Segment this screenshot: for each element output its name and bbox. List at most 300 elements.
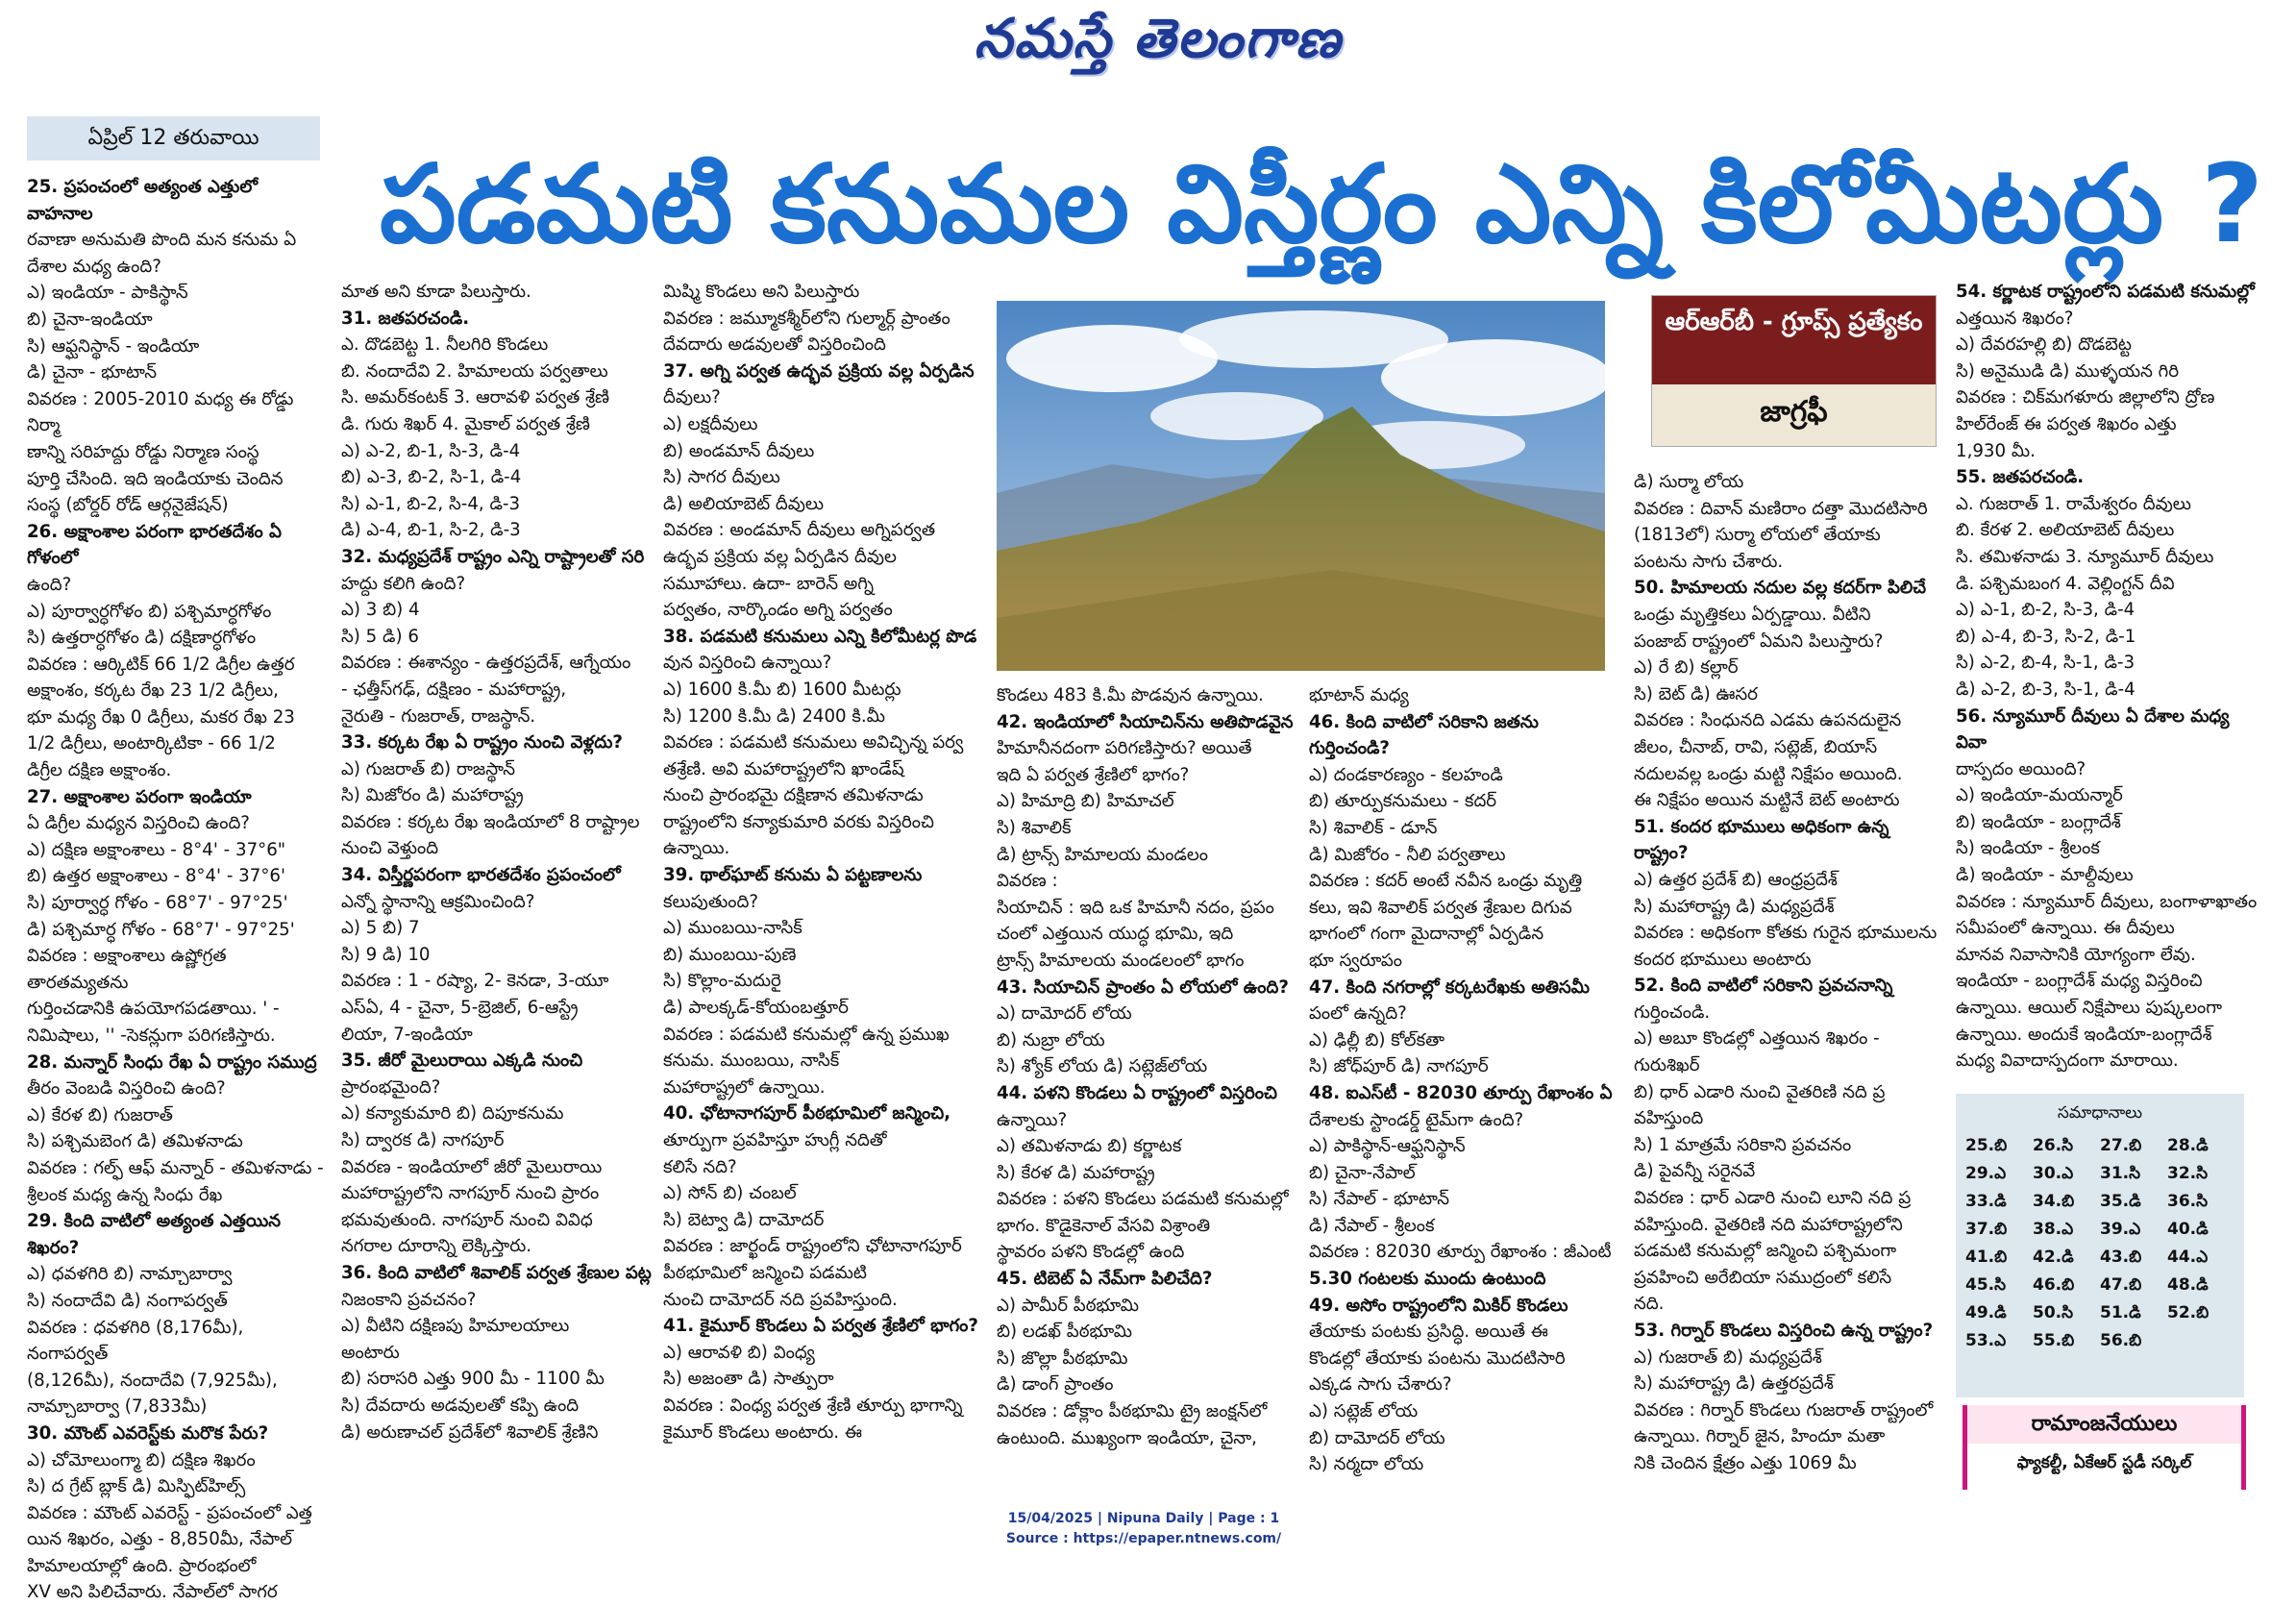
author-credit [1963, 1405, 2246, 1490]
text-line: ఒండ్రు మృత్తికలు ఏర్పడ్డాయి. వీటిని [1634, 604, 1871, 625]
text-line: ఎ) రే బి) కల్లార్ [1634, 657, 1739, 679]
text-line: బి) అండమాన్ దీవులు [663, 440, 815, 461]
text-line: మాత అని కూడా పిలుస్తారు. [341, 282, 531, 302]
text-line: సి) ఎ-1, బి-2, సి-4, డి-3 [341, 493, 521, 514]
text-line: 26. అక్షాంశాల పరంగా భారతదేశం ఏ గోళంలో [27, 521, 282, 569]
text-line: నైరుతి - గుజరాత్, రాజస్థాన్. [341, 705, 536, 727]
text-line: XV అని పిలిచేవారు. నేపాల్‌లో సాగర [27, 1582, 278, 1603]
text-line: 44. పళని కొండలు ఏ రాష్ట్రంలో విస్తరించి [997, 1082, 1277, 1103]
text-line: సి) ద గ్రేట్ బ్లాక్ డి) మిస్ఫిట్‌హిల్స్ [27, 1476, 246, 1497]
text-line: 27. అక్షాంశాల పరంగా ఇండియా [27, 786, 252, 807]
answer-item: 52.బి [2167, 1303, 2210, 1322]
text-line: పడమటి కనుమల్లో జన్మించి పశ్చిమంగా [1634, 1241, 1897, 1262]
text-line: సి) బెట్ డి) ఊసర [1634, 683, 1758, 704]
text-line: డి) పాలక్కడ్-కోయంబత్తూర్ [663, 998, 849, 1019]
text-line: దేవదారు అడవులతో విస్తరించింది [663, 334, 886, 356]
text-line: రవాణా అనుమతి పొంది మన కనుమ ఏ [27, 230, 297, 251]
text-line: 5.30 గంటలకు ముందు ఉంటుంది [1309, 1269, 1546, 1290]
text-line: సి) పూర్వార్ధ గోళం - 68°7' - 97°25' [27, 893, 288, 914]
text-line: వివరణ : ధార్ ఎడారి నుంచి లూని నది ప్ర [1634, 1188, 1912, 1209]
text-line: సి) జోధ్‌పూర్ డి) నాగపూర్ [1309, 1056, 1489, 1077]
text-line: వివరణ : పడమటి కనుమల్లో ఉన్న ప్రముఖ [663, 1024, 950, 1045]
text-line: ఎ) కేరళ బి) గుజరాత్ [27, 1104, 173, 1125]
text-line: ఎక్కడ సాగు చేశారు? [1309, 1374, 1452, 1396]
text-line: డిగ్రీల దక్షిణ అక్షాంశం. [27, 760, 172, 781]
text-line: డి) నేపాల్ - శ్రీలంక [1309, 1215, 1435, 1236]
text-line: 30. మౌంట్ ఎవరెస్ట్‌కు మరొక పేరు? [27, 1422, 269, 1444]
text-line: ఎ) దామోదర్ లోయ [997, 1003, 1132, 1025]
text-line: 35. జీరో మైలురాయి ఎక్కడి నుంచి [341, 1050, 583, 1072]
text-line: పీఠభూమిలో జన్మించి పడమటి [663, 1262, 867, 1283]
page-footer [913, 1509, 1374, 1549]
text-line: ఎ) పూర్వార్ధగోళం బి) పశ్చిమార్ధగోళం [27, 601, 272, 622]
text-line: డి) ఇండియా - మాల్దీవులు [1956, 865, 2134, 886]
text-line: ఎ. దొడబెట్ట 1. నీలగిరి కొండలు [341, 334, 549, 356]
answer-item: 32.సి [2167, 1164, 2209, 1183]
text-line: శ్రీలంక మధ్య ఉన్న సింధు రేఖ [27, 1184, 223, 1205]
text-line: 33. కర్కట రేఖ ఏ రాష్ట్రం నుంచి వెళ్లదు? [341, 732, 623, 754]
text-line: 1/2 డిగ్రీలు, అంటార్కిటికా - 66 1/2 [27, 733, 276, 754]
text-line: నదులవల్ల ఒండ్రు మట్టి నిక్షేపం అయింది. [1634, 763, 1903, 784]
answer-item: 30.ఎ [2033, 1164, 2074, 1183]
text-line: నగరాల దూరాన్ని లెక్కిస్తారు. [341, 1236, 532, 1257]
text-line: స్థావరం పళని కొండల్లో ఉంది [997, 1242, 1185, 1263]
text-line: ప్రవహించి అరేబియా సముద్రంలో కలిసే [1634, 1267, 1892, 1288]
text-line: అంటారు [341, 1342, 400, 1363]
text-line: వివరణ : డోక్లాం పీఠభూమి ట్రై జంక్షన్‌లో [997, 1401, 1268, 1422]
text-line: వివరణ : 1 - రష్యా, 2- కెనడా, 3-యూ [341, 971, 609, 992]
text-line: డి) ఎ-4, బి-1, సి-2, డి-3 [341, 520, 521, 541]
answer-item: 56.బి [2100, 1331, 2142, 1350]
text-line: 56. న్యూమూర్ దీవులు ఏ దేశాల మధ్య వివా [1956, 705, 2230, 754]
text-line: సమూహాలు. ఉదా- బారెన్ అగ్ని [663, 573, 875, 594]
answer-item: 45.సి [1965, 1275, 2007, 1295]
answer-item: 26.సి [2033, 1136, 2074, 1155]
text-line: వివరణ : అండమాన్ దీవులు అగ్నిపర్వత [663, 520, 935, 541]
text-line: 38. పడమటి కనుమలు ఎన్ని కిలోమీటర్ల పొడ [663, 626, 977, 647]
text-line: సి) నందాదేవి డి) నంగాపర్వత్ [27, 1290, 228, 1311]
text-line: 29. కింది వాటిలో అత్యంత ఎత్తయిన శిఖరం? [27, 1211, 282, 1258]
answer-item: 29.ఎ [1965, 1164, 2007, 1183]
text-line: సి) ఇండియా - శ్రీలంక [1956, 838, 2100, 859]
text-line: అక్షాంశం, కర్కట రేఖ 23 1/2 డిగ్రీలు, [27, 680, 279, 702]
text-line: ఎ) సోన్ బి) చంబల్ [663, 1183, 797, 1204]
text-line: ఎ) పాకిస్థాన్-ఆఫ్ఘనిస్థాన్ [1309, 1136, 1466, 1157]
text-line: సి) ద్వారక డి) నాగపూర్ [341, 1130, 505, 1150]
text-line: వివరణ : చిక్‌మగళూరు జిల్లాలోని ద్రోణ [1956, 387, 2215, 408]
text-line: మిష్మి కొండలు అని పిలుస్తారు [663, 282, 860, 302]
answer-item: 38.ఎ [2033, 1220, 2074, 1239]
text-line: తీరం వెంబడి విస్తరించి ఉంది? [27, 1078, 226, 1099]
answer-item: 39.ఎ [2100, 1220, 2141, 1239]
text-line: వివరణ : దివాన్ మణిరాం దత్తా మొదటిసారి [1634, 498, 1928, 519]
western-ghats-photo [997, 301, 1605, 671]
text-line: 41. కైమూర్ కొండలు ఏ పర్వత శ్రేణిలో భాగం? [663, 1316, 978, 1337]
answer-item: 34.బి [2033, 1192, 2075, 1211]
text-line: హిమానీనదంగా పరిగణిస్తారు? అయితే [997, 738, 1252, 759]
text-line: ఉన్నాయి. గిర్నార్ జైన, హిందూ మతా [1634, 1426, 1886, 1447]
text-line: దేశాల మధ్య ఉంది? [27, 256, 161, 277]
answer-item: 55.బి [2033, 1331, 2075, 1350]
text-line: దీవులు? [663, 387, 721, 408]
text-line: ఎ) ఆరావళి బి) వింధ్య [663, 1342, 815, 1363]
text-line: నుంచి వెళ్తుంది [341, 838, 439, 859]
text-line: బి) లడఖ్ పీఠభూమి [997, 1322, 1132, 1343]
text-line: తేయాకు పంటకు ప్రసిద్ధి. అయితే ఈ [1309, 1322, 1548, 1343]
text-line: సి) శ్యోక్ లోయ డి) సట్లెజ్‌లోయ [997, 1056, 1208, 1077]
text-line: ఉంది? [27, 574, 72, 595]
text-line: ఎ) అబూ కొండల్లో ఎత్తయిన శిఖరం - [1634, 1028, 1880, 1050]
text-line: 48. ఐఎస్‌టీ - 82030 తూర్పు రేఖాంశం ఏ [1309, 1082, 1613, 1103]
text-line: 50. హిమాలయ నదుల వల్ల కదర్‌గా పిలిచే [1634, 578, 1927, 599]
text-line: వివరణ : అక్షాంశాలు ఉష్ణోగ్రత తారతమ్యతను [27, 946, 227, 993]
text-line: ణాన్ని సరిహద్దు రోడ్డు నిర్మాణ సంస్థ [27, 441, 259, 462]
text-column-7 [1956, 279, 2263, 1086]
text-column-1 [27, 174, 325, 1603]
text-line: 39. థాల్‌ఘాట్ కనుమ ఏ పట్టణాలను [663, 865, 923, 886]
text-line: ఉంటుంది. ముఖ్యంగా ఇండియా, చైనా, [997, 1427, 1257, 1448]
text-line: సి) 9 డి) 10 [341, 944, 431, 965]
answer-item: 42.డి [2033, 1248, 2074, 1267]
text-line: హిమాలయాల్లో ఉంది. ప్రారంభంలో [27, 1555, 257, 1576]
text-line: ఎ) పామీర్ పీఠభూమి [997, 1295, 1139, 1316]
text-line: వివరణ : మౌంట్ ఎవరెస్ట్ - ప్రపంచంలో ఎత్త [27, 1502, 312, 1523]
text-line: సి) 1 మాత్రమే సరికాని ప్రవచనం [1634, 1134, 1852, 1155]
text-line: కలు, ఇవి శివాలిక్ పర్వత శ్రేణుల దిగువ [1309, 897, 1572, 918]
text-line: వివరణ : గిర్నార్ కొండలు గుజరాత్ రాష్ట్రంలో [1634, 1399, 1934, 1421]
answer-item: 50.సి [2033, 1303, 2074, 1322]
text-line: సి) ఆఫ్ఘనిస్థాన్ - ఇండియా [27, 335, 200, 357]
text-line: 37. అగ్ని పర్వత ఉద్భవ ప్రక్రియ వల్ల ఏర్పడిన [663, 360, 975, 382]
text-line: సి) మిజోరం డి) మహారాష్ట్ర [341, 785, 524, 806]
text-line: 34. విస్తీర్ణపరంగా భారతదేశం ప్రపంచంలో [341, 865, 621, 886]
text-line: ఇండియా - బంగ్లాదేశ్ మధ్య విస్తరించి [1956, 971, 2203, 992]
text-line: 43. సియాచిన్ ప్రాంతం ఏ లోయలో ఉంది? [997, 976, 1289, 998]
feature-box [1651, 295, 1937, 447]
text-line: వివరణ - ఇండియాలో జీరో మైలురాయి [341, 1156, 603, 1177]
text-line: సి) మహారాష్ట్ర డి) మధ్యప్రదేశ్ [1634, 896, 1835, 917]
text-line: వివరణ : 82030 తూర్పు రేఖాంశం : జీఎంటీ [1309, 1242, 1612, 1263]
text-line: ఎ) దండకారణ్యం - కలహండి [1309, 764, 1503, 785]
text-line: సి) నర్మదా లోయ [1309, 1454, 1424, 1475]
text-line: ఉన్నాయి. ఆయిల్ నిక్షేపాలు పుష్కలంగా [1956, 998, 2222, 1019]
text-line: సి) 5 డి) 6 [341, 626, 419, 647]
text-line: ఎ) 5 బి) 7 [341, 918, 420, 939]
text-line: సి) అజంతా డి) సాత్పురా [663, 1369, 834, 1390]
text-line: డి) పైవన్నీ సరైనవే [1634, 1161, 1756, 1182]
text-line: 46. కింది వాటిలో సరికాని జతను గుర్తించండి? [1309, 711, 1539, 759]
answer-item: 46.బి [2033, 1275, 2075, 1295]
issue-tag: ఏప్రిల్ 12 తరువాయి [27, 116, 320, 161]
text-column-2 [341, 279, 654, 1499]
text-line: ఎ) గుజరాత్ బి) మధ్యప్రదేశ్ [1634, 1347, 1822, 1368]
answer-item: 53.ఎ [1965, 1331, 2007, 1350]
text-line: మహారాష్ట్రలో ఉన్నాయి. [663, 1076, 826, 1098]
answer-item: 49.డి [1965, 1303, 2007, 1322]
text-line: వివరణ : గల్ఫ్ ఆఫ్ మన్నార్ - తమిళనాడు - [27, 1157, 324, 1178]
text-line: భమవుతుంది. నాగపూర్ నుంచి వివిధ [341, 1209, 593, 1230]
text-line: వివరణ : ధవళగిరి (8,176మీ), నంగాపర్వత్ [27, 1317, 244, 1365]
text-line: ఎ) దేవరహల్లి బి) దొడబెట్ట [1956, 334, 2132, 356]
text-line: సి. తమిళనాడు 3. న్యూమూర్ దీవులు [1956, 546, 2214, 567]
text-line: బి) తూర్పుకనుమలు - కదర్ [1309, 791, 1497, 812]
text-line: నిమిషాలు, '' -సెకన్లుగా పరిగణిస్తారు. [27, 1025, 276, 1046]
text-line: గుర్తించండి. [1634, 1001, 1711, 1023]
text-line: ఎ) ఢిల్లీ బి) కోల్‌కతా [1309, 1029, 1444, 1050]
text-line: సి) ఉత్తరార్ధగోళం డి) దక్షిణార్ధగోళం [27, 628, 257, 649]
text-line: వివరణ : జార్ఖండ్ రాష్ట్రంలోని ఛోటానాగపూర్ [663, 1236, 962, 1257]
text-line: బి) సరాసరి ఎత్తు 900 మీ - 1100 మీ [341, 1369, 605, 1390]
text-line: 53. గిర్నార్ కొండలు విస్తరించి ఉన్న రాష్ట్రం? [1634, 1321, 1934, 1341]
answer-item: 44.ఎ [2167, 1248, 2209, 1267]
text-line: 42. ఇండియాలో సియాచిన్‌ను అతిపొడవైన [997, 711, 1294, 732]
text-line: ఎ) ఇండియా - పాకిస్థాన్ [27, 283, 188, 304]
text-line: (1813లో) సుర్మా లోయలో తేయాకు [1634, 525, 1881, 546]
text-line: నుంచి ప్రారంభమై దక్షిణాన తమిళనాడు [663, 785, 924, 806]
text-line: మధ్య వివాదాస్పదంగా మారాయి. [1956, 1050, 2179, 1072]
text-line: సి) కేరళ డి) మహారాష్ట్ర [997, 1162, 1155, 1183]
text-line: ఎ) ఎ-2, బి-1, సి-3, డి-4 [341, 440, 521, 461]
feature-subject: జాగ్రఫీ [1760, 395, 1828, 429]
author-institute: ఫ్యాకల్టీ, ఏకేఆర్ స్టడీ సర్కిల్ [2016, 1453, 2192, 1472]
text-line: ఎ) ఇండియా-మయన్మార్ [1956, 785, 2123, 806]
text-line: డి) మిజోరం - నీలి పర్వతాలు [1309, 844, 1506, 865]
text-line: సియాచిన్ : ఇది ఒక హిమానీ నదం, ప్రపం [997, 897, 1274, 918]
text-line: ఎ) హిమాద్రి బి) హిమాచల్ [997, 791, 1174, 812]
text-line: సి) అనైముడి డి) ముళ్ళయన గిరి [1956, 360, 2180, 382]
text-line: హద్దు కలిగి ఉంది? [341, 573, 466, 594]
text-line: వివరణ : 2005-2010 మధ్య ఈ రోడ్డు నిర్మా [27, 388, 294, 436]
text-line: ఎ) ఉత్తర ప్రదేశ్ బి) ఆంధ్రప్రదేశ్ [1634, 869, 1838, 890]
text-line: డి) ఎ-2, బి-3, సి-1, డి-4 [1956, 679, 2136, 700]
text-line: బి) ఉత్తర అక్షాంశాలు - 8°4' - 37°6' [27, 866, 285, 887]
text-line: భూ స్వరూపం [1309, 950, 1402, 971]
text-line: బి. నందాదేవి 2. హిమాలయ పర్వతాలు [341, 360, 608, 382]
text-line: బి) ఎ-3, బి-2, సి-1, డి-4 [341, 467, 522, 488]
text-line: 47. కింది నగరాల్లో కర్కటరేఖకు అతిసమీ [1309, 976, 1591, 998]
text-line: ఉన్నాయి? [997, 1109, 1068, 1130]
text-line: ఎ) వీటిని దక్షిణపు హిమాలయాలు [341, 1316, 570, 1337]
text-line: ఎ) ధవళగిరి బి) నామ్చాబార్వా [27, 1264, 233, 1285]
text-line: ఇది ఏ పర్వత శ్రేణిలో భాగం? [997, 764, 1190, 785]
answer-item: 31.సి [2100, 1164, 2141, 1183]
text-line: బి) ధార్ ఎడారి నుంచి వైతరిణి నది ప్ర [1634, 1081, 1886, 1102]
text-line: సి) బెట్వా డి) దామోదర్ [663, 1209, 825, 1230]
text-line: వహిస్తుంది. వైతరిణి నది మహారాష్ట్రలోని [1634, 1214, 1903, 1235]
text-line: పంజాబ్ రాష్ట్రంలో ఏమని పిలుస్తారు? [1634, 630, 1884, 652]
text-line: బి) దామోదర్ లోయ [1309, 1427, 1445, 1448]
article-headline: పడమటి కనుమల విస్తీర్ణం ఎన్ని కిలోమీటర్లు ? [380, 142, 2264, 267]
answer-item: 48.డి [2167, 1275, 2209, 1295]
text-line: వివరణ : కదర్ అంటే నవీన ఒండ్రు మృత్తి [1309, 871, 1583, 892]
text-column-5 [1309, 682, 1617, 1499]
answer-item: 33.డి [1965, 1192, 2007, 1211]
answer-item: 35.డి [2100, 1192, 2141, 1211]
text-line: వివరణ : వింధ్య పర్వత శ్రేణి తూర్పు భాగాన్ని [663, 1395, 963, 1416]
text-line: డి. పశ్చిమబంగ 4. వెల్లింగ్టన్ దీవి [1956, 573, 2175, 594]
answer-grid [1956, 1132, 2244, 1355]
text-line: కనుమ. ముంబయి, నాసిక్ [663, 1050, 840, 1072]
answer-item: 41.బి [1965, 1248, 2008, 1267]
text-line: ఉద్భవ ప్రక్రియ వల్ల ఏర్పడిన దీవుల [663, 546, 897, 567]
text-line: యిన శిఖరం, ఎత్తు - 8,850మీ, నేపాల్ [27, 1529, 293, 1550]
text-line: సి. అమర్‌కంటక్ 3. ఆరావళి పర్వత శ్రేణి [341, 387, 610, 408]
text-line: 32. మధ్యప్రదేశ్ రాష్ట్రం ఎన్ని రాష్ట్రాలతో సరి [341, 546, 645, 567]
text-line: కొండల్లో తేయాకు పంటను మొదటిసారి [1309, 1347, 1566, 1369]
text-line: ఎ) తమిళనాడు బి) కర్ణాటక [997, 1136, 1182, 1157]
text-line: ఈ నిక్షేపం అయిన మట్టినే బెట్ అంటారు [1634, 790, 1900, 811]
text-line: ఎ. గుజరాత్ 1. రామేశ్వరం దీవులు [1956, 493, 2191, 514]
text-line: బి. కేరళ 2. అలియాబెట్ దీవులు [1956, 520, 2175, 541]
text-line: నిజంకాని ప్రవచనం? [341, 1289, 477, 1310]
text-line: సంస్థ (బోర్డర్ రోడ్ ఆర్గనైజేషన్) [27, 495, 229, 516]
text-line: గుర్తించడానికి ఉపయోగపడతాయి. ' - [27, 999, 280, 1020]
text-line: ఎ) 3 బి) 4 [341, 600, 420, 621]
text-line: 25. ప్రపంచంలో అత్యంత ఎత్తులో వాహనాల [27, 177, 259, 224]
text-line: ఎ) ముంబయి-నాసిక్ [663, 918, 802, 939]
text-line: (8,126మీ), నందాదేవి (7,925మీ), [27, 1370, 278, 1391]
text-line: డి) అలియాబెట్ దీవులు [663, 493, 825, 514]
text-line: భూటాన్ మధ్య [1309, 685, 1409, 705]
text-line: సి) శివాలిక్ - డూన్ [1309, 817, 1438, 838]
text-line: ప్రారంభమైంది? [341, 1076, 441, 1098]
text-line: భూ మధ్య రేఖ 0 డిగ్రీలు, మకర రేఖ 23 [27, 706, 295, 728]
text-line: రాష్ట్రంలోని కన్యాకుమారి వరకు విస్తరించి [663, 811, 934, 832]
text-line: సి) పశ్చిమబెంగ డి) తమిళనాడు [27, 1131, 243, 1152]
text-line: వివరణ : జమ్మూకశ్మీర్‌లోని గుల్మార్గ్ ప్రాంతం [663, 308, 950, 329]
feature-title: ఆర్ఆర్‌బీ - గ్రూప్స్ ప్రత్యేకం [1652, 296, 1936, 384]
text-line: సి) మహారాష్ట్ర డి) ఉత్తరప్రదేశ్ [1634, 1373, 1834, 1395]
text-line: ఎ) 1600 కి.మీ బి) 1600 మీటర్లు [663, 679, 901, 700]
answer-key-title: సమాధానాలు [2057, 1103, 2143, 1123]
footer-date-line: 15/04/2025 | Nipuna Daily | Page : 1 [1007, 1511, 1280, 1526]
text-line: భాగం. కొడైకెనాల్ వేసవి విశ్రాంతి [997, 1215, 1211, 1236]
text-line: 1,930 మీ. [1956, 440, 2036, 461]
footer-source-line: Source : https://epaper.ntnews.com/ [1005, 1531, 1282, 1546]
text-line: ఎ) చోమోలుంగ్మా బి) దక్షిణ శిఖరం [27, 1449, 256, 1470]
text-line: వివరణ : పళని కొండలు పడమటి కనుమల్లో [997, 1189, 1289, 1210]
text-line: వివరణ : [997, 871, 1058, 892]
answer-item: 27.బి [2100, 1136, 2142, 1155]
text-line: వివరణ : సింధునది ఎడమ ఉపనదులైన [1634, 710, 1902, 731]
text-line: సి) జొల్లా పీఠభూమి [997, 1347, 1128, 1369]
text-line: 45. టిబెట్ ఏ నేమ్‌గా పిలిచేది? [997, 1269, 1213, 1290]
text-line: వివరణ : కర్కట రేఖ ఇండియాలో 8 రాష్ట్రాల [341, 811, 640, 832]
text-line: 55. జతపరచండి. [1956, 467, 2085, 488]
text-line: లియా, 7-ఇండియా [341, 1024, 473, 1045]
text-line: 52. కింది వాటిలో సరికాని ప్రవచనాన్ని [1634, 976, 1893, 997]
text-line: ఎన్నో స్థానాన్ని ఆక్రమించింది? [341, 891, 535, 912]
text-line: మానవ నివాసానికి యోగ్యంగా లేవు. [1956, 944, 2196, 965]
answer-key [1956, 1094, 2244, 1397]
text-line: పంలో ఉన్నది? [1309, 1003, 1407, 1025]
text-column-4 [997, 682, 1304, 1499]
text-line: ఉన్నాయి. [663, 838, 730, 859]
text-line: సి) ఎ-2, బి-4, సి-1, డి-3 [1956, 653, 2136, 674]
text-line: బి) చైనా-ఇండియా [27, 309, 153, 330]
text-line: జీలం, చీనాబ్, రావి, సట్లెజ్, బియాస్ [1634, 736, 1878, 757]
text-line: డి) డాంగ్ ప్రాంతం [997, 1374, 1114, 1396]
text-line: 40. ఛోటానాగపూర్ పీఠభూమిలో జన్మించి, [663, 1103, 951, 1124]
text-line: డి) అరుణాచల్ ప్రదేశ్‌లో శివాలిక్ శ్రేణిని [341, 1421, 599, 1443]
text-line: పంటను సాగు చేశారు. [1634, 551, 1784, 572]
answer-item: 28.డి [2167, 1136, 2209, 1155]
answer-item: 25.బి [1965, 1136, 2008, 1155]
text-line: గురుశిఖర్ [1634, 1055, 1700, 1076]
text-line: సి) శివాలిక్ [997, 817, 1072, 838]
text-line: వివరణ : న్యూమూర్ దీవులు, బంగాళాఖాతం [1956, 891, 2258, 912]
text-line: వున విస్తరించి ఉన్నాయి? [663, 653, 832, 674]
text-line: ఉన్నాయి. అందుకే ఇండియా-బంగ్లాదేశ్ [1956, 1024, 2212, 1045]
text-line: నామ్చాబార్వా (7,833మీ) [27, 1396, 208, 1418]
text-line: చంలో ఎత్తయిన యుద్ధ భూమి, ఇది [997, 924, 1234, 945]
text-line: బి) చైనా-నేపాల్ [1309, 1162, 1416, 1183]
text-line: వహిస్తుంది [1634, 1108, 1704, 1129]
text-line: ఎ) సట్లెజ్ లోయ [1309, 1401, 1419, 1422]
text-line: దాస్పదం అయింది? [1956, 758, 2086, 779]
answer-item: 36.సి [2167, 1192, 2209, 1211]
text-line: 54. కర్ణాటక రాష్ట్రంలోని పడమటి కనుమల్లో [1956, 282, 2255, 302]
author-name: రామాంజనేయులు [1967, 1405, 2241, 1444]
text-line: కొండలు 483 కి.మీ పొడవున ఉన్నాయి. [997, 685, 1264, 705]
text-line: ట్రాన్స్ హిమాలయ మండలంలో భాగం [997, 950, 1245, 971]
text-line: 31. జతపరచండి. [341, 308, 470, 329]
text-line: బి) ఎ-4, బి-3, సి-2, డి-1 [1956, 626, 2136, 647]
answer-item: 51.డి [2100, 1303, 2141, 1322]
text-line: నికి చెందిన క్షేత్రం ఎత్తు 1069 మీ [1634, 1452, 1857, 1473]
text-line: సి) కొల్లాం-మదురై [663, 971, 781, 992]
text-line: ఎ) కన్యాకుమారి బి) దిపూకనుమ [341, 1103, 564, 1124]
text-line: ఎ) గుజరాత్ బి) రాజస్థాన్ [341, 758, 516, 779]
text-line: మహారాష్ట్రలోని నాగపూర్ నుంచి ప్రారం [341, 1183, 600, 1204]
text-line: ఎత్తయిన శిఖరం? [1956, 308, 2074, 329]
text-line: 36. కింది వాటిలో శివాలిక్ పర్వత శ్రేణుల పట్ల [341, 1262, 652, 1283]
text-line: డి. గురు శిఖర్ 4. మైకాల్ పర్వత శ్రేణి [341, 413, 590, 434]
text-line: బి) ఇండియా - బంగ్లాదేశ్ [1956, 811, 2121, 832]
text-line: సి) 1200 కి.మీ డి) 2400 కి.మీ [663, 705, 885, 727]
text-line: తూర్పుగా ప్రవహిస్తూ హుగ్లీ నదితో [663, 1130, 887, 1150]
text-line: బి) ముంబయి-పుణె [663, 944, 797, 965]
text-line: వివరణ : పడమటి కనుమలు అవిచ్ఛిన్న పర్వ [663, 732, 964, 754]
text-line: సమీపంలో ఉన్నాయి. ఈ దీవులు [1956, 918, 2175, 939]
text-line: పూర్తి చేసింది. ఇది ఇండియాకు చెందిన [27, 468, 284, 489]
text-column-3 [663, 279, 980, 1499]
text-line: వివరణ : అధికంగా కోతకు గురైన భూములను [1634, 923, 1938, 944]
answer-item: 40.డి [2167, 1220, 2209, 1239]
text-line: డి) ట్రాన్స్ హిమాలయ మండలం [997, 844, 1209, 865]
text-line: ఎ) లక్షదీవులు [663, 413, 758, 434]
text-line: కలిసే నది? [663, 1156, 737, 1177]
text-line: డి) చైనా - భూటాన్ [27, 362, 157, 383]
text-line: సి) సాగర దీవులు [663, 467, 780, 488]
text-line: భాగంలో గంగా మైదానాల్లో ఏర్పడిన [1309, 924, 1544, 945]
text-line: ఎ) దక్షిణ అక్షాంశాలు - 8°4' - 37°6" [27, 839, 286, 860]
text-line: ఎ) ఎ-1, బి-2, సి-3, డి-4 [1956, 600, 2136, 621]
text-line: డి) సుర్మా లోయ [1634, 472, 1744, 492]
text-line: వివరణ : ఈశాన్యం - ఉత్తరప్రదేశ్, ఆగ్నేయం [341, 653, 631, 674]
text-column-6 [1634, 469, 1941, 1499]
text-line: 28. మన్నార్ సింధు రేఖ ఏ రాష్ట్రం సముద్ర [27, 1051, 317, 1073]
text-line: 51. కందర భూములు అధికంగా ఉన్న రాష్ట్రం? [1634, 816, 1889, 864]
text-line: తశ్రేణి. అవి మహారాష్ట్రలోని ఖాండేష్ [663, 758, 904, 779]
text-line: ఏ డిగ్రీల మధ్యన విస్తరించి ఉంది? [27, 813, 250, 834]
text-line: కలుపుతుంది? [663, 891, 758, 912]
text-line: దేశాలకు స్టాండర్డ్ టైమ్‌గా ఉంది? [1309, 1109, 1524, 1130]
text-line: డి) పశ్చిమార్ధ గోళం - 68°7' - 97°25' [27, 919, 295, 940]
answer-item: 43.బి [2100, 1248, 2142, 1267]
text-line: 49. అసోం రాష్ట్రంలోని మికిర్ కొండలు [1309, 1295, 1568, 1316]
answer-item: 47.బి [2100, 1275, 2142, 1295]
